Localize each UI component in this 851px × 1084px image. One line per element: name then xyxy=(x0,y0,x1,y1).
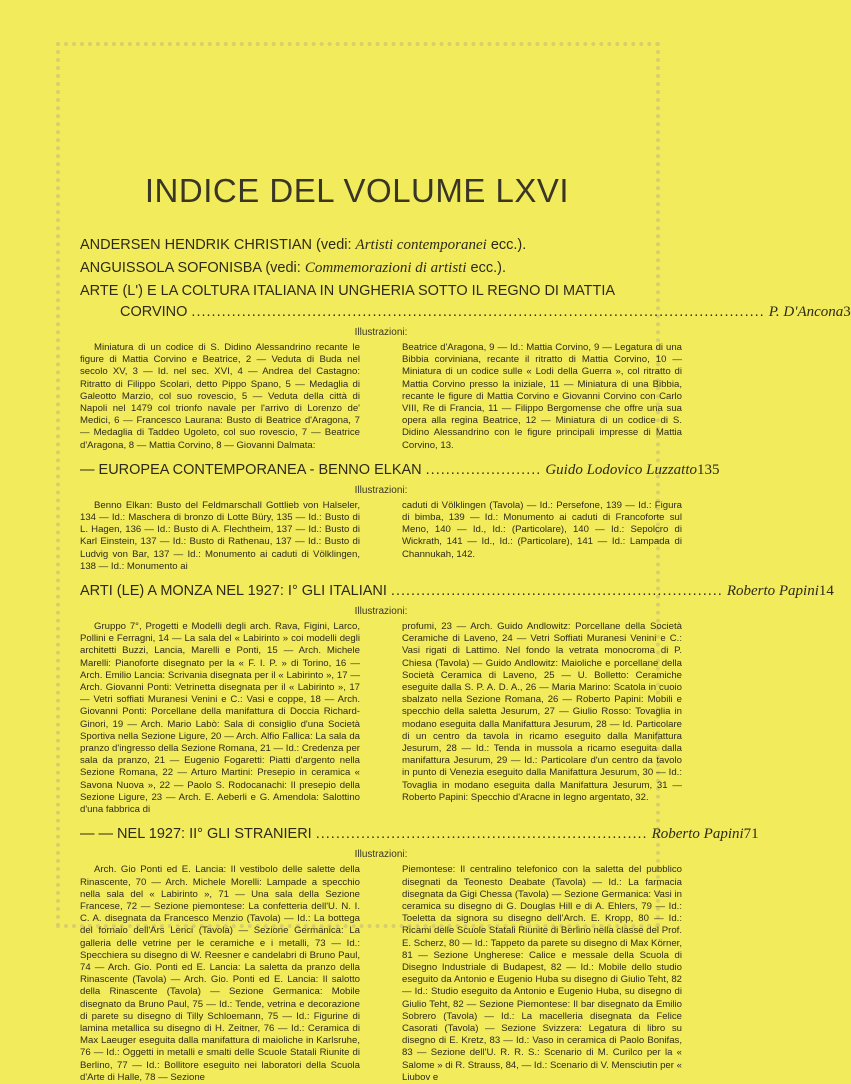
entry-europea xyxy=(80,460,720,481)
entry-andersen xyxy=(80,235,682,256)
entry-europea-head: — EUROPEA CONTEMPORANEA - BENNO ELKAN xyxy=(80,461,422,478)
arti-illustrations-left: Gruppo 7°, Progetti e Modelli degli arch. Rava, Figini, Larco, Pollini e Ferragni, 14 — La sala del « Labirinto » coi modelli degli architetti Buzzi, Lancia, Marelli e Ponti, 15 — Arch. Michele Marelli: Pianoforte disegnato per la « F. I. P. » di Torino, 16 — Arch. Emilio Lancia: Scrivania disegnata per il « Labirinto », 17 — Arch. Giovanni Ponti: Vetrinetta disegnata per il « Labirinto », 17 — Vetri soffiati Muranesi Venini e C.: Vasi e coppe, 18 — Arch. Giovanni Ponti: Porcellane della manifattura di Doccia Richard-Ginori, 19 — Arch. Mario Labò: Sala di consiglio d'una Società Sportiva nella Sezione Ligure, 20 — Arch. Alfio Fallica: La sala da pranzo d'ingresso della Sezione Romana, 21 — Id.: Credenza per sala da pranzo, 21 — Eugenio Fogaretti: Piatti d'argento nella Sezione Romana, 22 — Arturo Martini: Presepio in ceramica « Savona Nuova », 22 — Paolo S. Rodocanachi: Il presepio della Sezione Ligure, 23 — Arch. E. Aeberli e G. Amendola: Salottino d'una fabbrica di xyxy=(80,621,360,816)
entry-stranieri-author: Roberto Papini xyxy=(651,826,744,843)
entry-stranieri-page: 71 xyxy=(743,826,759,843)
entry-arte-page: 3 xyxy=(843,304,851,320)
index-content xyxy=(80,235,851,1084)
illustrations-label: Illustrazioni: xyxy=(354,849,408,861)
illustrations-label: Illustrazioni: xyxy=(354,327,408,338)
entry-arte-author: P. D'Ancona xyxy=(768,304,844,320)
entry-stranieri-head: — — NEL 1927: II° GLI STRANIERI xyxy=(80,826,312,843)
entry-arti-head: ARTI (LE) A MONZA NEL 1927: I° GLI ITALIANI xyxy=(80,583,387,600)
illustrations-label: Illustrazioni: xyxy=(354,484,408,496)
entry-arte-corvino: CORVINO xyxy=(120,304,188,320)
stranieri-illustrations-left: Arch. Gio Ponti ed E. Lancia: Il vestibolo delle salette della Rinascente, 70 — Arch. Michele Morelli: Lampade a specchio nella sala del « Labirinto », 71 — Una sala della Sezione Francese, 72 — Sezione piemontese: La confetteria dell'U. N. I. C. A. disegnata da Francesco Menzio (Tavola) — Id.: La bottega del fornaio dell'Ars Lenci (Tavola) — Sezione Germanica: La galleria delle vetrine per le ceramiche e i metalli, 73 — Id.: Specchiera su disegno di W. Reesner e candelabri di Bruno Paul, 74 — Arch. Gio. Ponti ed E. Lancia: La saletta da pranzo della Rinascente (Tavola) — Arch. Gio. Ponti ed E. Lancia: Il salotto della Rinascente (Tavola) — Sezione Germanica: Mobile disegnato da Bruno Paul, 75 — Id.: Tende, vetrina e decorazione di parete su disegno di Tilly Schloemann, 75 — Id.: Figurine di lamina metallica su disegno di H. Zeitner, 76 — Id.: Ceramica di Max Laeuger eseguita dalla manifattura di maioliche in Karlsruhe, 76 — Id.: Oggetti in metalli e smalti delle Scuole Statali Riunite di Berlino, 77 — Id.: Bollitore eseguito nei laboratori della Scuola d'Arte di Halle, 78 — Sezione xyxy=(80,864,360,1083)
entry-arti-author: Roberto Papini xyxy=(726,583,819,600)
entry-andersen-tail: ecc.). xyxy=(486,237,527,253)
arte-illustrations-left: Miniatura di un codice di S. Didino Alessandrino recante le figure di Mattia Corvino e Beatrice, 2 — Veduta di Buda nel secolo XV, 3 — Id. nel sec. XVI, 4 — Andrea del Castagno: Ritratto di Filippo Scolari, detto Pippo Spano, 5 — Medaglia di Galeotto Marzio, col suo rovescio, 5 — Veduta della città di Napoli nel 1479 col trionfo navale per l'arrivo di Lorenzo de' Medici, 6 — Francesco Laurana: Busto di Beatrice d'Aragona, 7 — Medaglia di Taddeo Ugoleto, col suo rovescio, 7 — Beatrice d'Aragona, 8 — Mattia Corvino, 8 — Giovanni Dalmata: xyxy=(80,342,360,451)
dot-leader: .................................................................. xyxy=(315,826,648,843)
entry-andersen-head: ANDERSEN HENDRIK CHRISTIAN (vedi: xyxy=(80,237,356,253)
entry-europea-author: Guido Lodovico Luzzatto xyxy=(545,461,697,478)
entry-arti-page: 14 xyxy=(818,583,834,600)
arte-illustrations xyxy=(80,342,682,452)
europea-illustrations xyxy=(80,500,682,573)
entry-arti xyxy=(80,581,834,602)
entry-stranieri xyxy=(80,824,759,845)
stranieri-illustrations-right: Piemontese: Il centralino telefonico con la saletta del pubblico disegnati da Teonesto Deabate (Tavola) — Id.: La farmacia disegnata da Gigi Chessa (Tavola) — Sezione Germanica: Vasi in ceramica su disegno di G. Douglas Hill e di A. Ehlers, 79 — Id.: Toeletta da signora su disegno dell'Arch. E. Kropp, 80 — Id.: Ricami delle Scuole Statali Riunite di Berlino nella classe del Prof. E. Scherz, 80 — Id.: Tappeto da parete su disegno di Max Körner, 81 — Sezione Ungherese: Calice e messale della Scuola di Disegno Industriale di Budapest, 82 — Id.: Mobile dello studio eseguito da Antonio e Eugenio Huba su disegno di Giulio Teht, 82 — Id.: Studio eseguito da Antonio e Eugenio Huba, su disegno di Giulio Teht, 82 — Sezione Piemontese: Il bar disegnato da Emilio Sobrero (Tavola) — Id.: La macelleria disegnata da Felice Casorati (Tavola) — Sezione Svizzera: Legatura di libro su disegno di E. Kretz, 83 — Id.: Vaso in ceramica di Paolo Bonifas, 83 — Sezione dell'U. R. R. S.: Scenario di M. Curilco per la « Salome » di R. Strauss, 84, — Id.: Scenario di V. Mensciutin per « Liubov e xyxy=(402,864,682,1083)
arti-illustrations-right: profumi, 23 — Arch. Guido Andlowitz: Porcellane della Società Ceramiche di Laveno, 24 — Vetri Soffiati Muranesi Venini e C.: Vasi rigati di Lattimo. Nel fondo la vetrata monocroma di P. Chiesa (Tavola) — Guido Andlowitz: Maioliche e porcellane della Società Ceramica di Laveno, 25 — U. Bolletto: Ceramiche eseguite dalla S. P. A. D. A., 26 — Maria Marino: Scatola in cuoio sbalzato nella Sezione Romana, 26 — Roberto Papini: Mobili e specchio della saletta Jesurum, 27 — Giulio Rosso: Tovaglia in modano eseguita dalla Manifattura Jesurum, 28 — Id. Particolare di un centro da tavola in ricamo eseguito dalla Manifattura Jesurum, 28 — Id.: Tenda in mussola a ricamo eseguita dalla manifattura Jesurum, 29 — Id.: Particolare d'un centro da tavolo in punto di Venezia eseguito dalla Manifattura Jesurum, 30 — Id.: Tovaglia in modano eseguita dalla Manifattura Jesurum, 31 — Roberto Papini: Specchio d'Aracne in legno argentato, 32. xyxy=(402,621,682,803)
entry-andersen-ref: Artisti contemporanei xyxy=(355,237,487,253)
illustrations-label: Illustrazioni: xyxy=(354,606,408,618)
dot-leader: .................................................................................................................. xyxy=(191,304,765,320)
page-title: INDICE DEL VOLUME LXVI xyxy=(144,172,570,209)
europea-illustrations-right: caduti di Völklingen (Tavola) — Id.: Persefone, 139 — Id.: Figura di bimba, 139 — Id.: Monumento ai caduti di Francoforte sul Meno, 140 — Id., Id.: (Particolare), 140 — Id.: Sepolcro di Wickrath, 141 — Id., Id.: (Particolare), 141 — Id.: Lampada di Channukah, 142. xyxy=(402,499,682,560)
stranieri-illustrations xyxy=(80,864,682,1084)
entry-anguissola-ref: Commemorazioni di artisti xyxy=(304,260,467,276)
arte-illustrations-right: Beatrice d'Aragona, 9 — Id.: Mattia Corvino, 9 — Legatura di una Bibbia corviniana, recante il ritratto di Mattia Corvino, 10 — Miniatura di un codice sulle « Lodi della Guerra », col ritratto di Mattia Corvino presso la iniziale, 11 — Miniatura di una Bibbia, recante le figure di Mattia Corvino e Giovanni Corvino con Carlo VIII, Re di Francia, 11 — Filippo Bergomense che offre una sua opera alla regina Beatrice, 12 — Miniatura di un codice di S. Didino Alessandrino con le figure principali impresse di Mattia Corvino, 13. xyxy=(402,342,682,451)
arti-illustrations xyxy=(80,621,682,816)
entry-arte-line2 xyxy=(80,302,851,323)
entry-anguissola-head: ANGUISSOLA SOFONISBA (vedi: xyxy=(80,260,305,276)
entry-anguissola-tail: ecc.). xyxy=(466,260,506,276)
dot-leader: .................................................................. xyxy=(390,583,723,600)
entry-europea-page: 135 xyxy=(697,461,720,478)
europea-illustrations-left: Benno Elkan: Busto del Feldmarschall Gottlieb von Halseler, 134 — Id.: Maschera di bronzo di Lotte Büry, 135 — Id.: Busto di L. Hagen, 136 — Id.: Busto di A. Flechtheim, 137 — Id.: Busto di Karl Einstein, 137 — Id.: Busto di Rathenau, 137 — Id.: Busto di Ludvig von Bar, 137 — Id.: Monumento ai caduti di Völklingen, 138 — Id.: Monumento ai xyxy=(80,499,360,572)
entry-anguissola xyxy=(80,258,682,279)
entry-arte-line1: ARTE (L') E LA COLTURA ITALIANA IN UNGHERIA SOTTO IL REGNO DI MATTIA xyxy=(80,283,616,299)
dot-leader: ....................... xyxy=(425,461,542,478)
